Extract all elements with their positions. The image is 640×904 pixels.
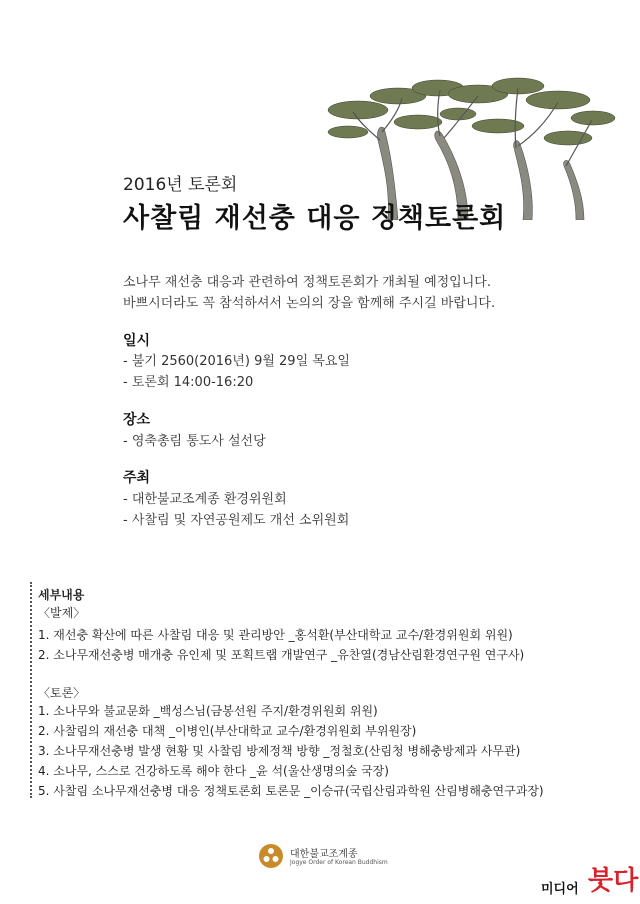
details-box — [30, 582, 620, 798]
intro-line: 바쁘시더라도 꼭 참석하셔서 논의의 장을 함께해 주시길 바랍니다. — [123, 296, 496, 311]
event-year-label: 2016년 토론회 — [123, 175, 238, 195]
org-name-english: Jogye Order of Korean Buddhism — [290, 859, 388, 866]
venue-item: - 영축총림 통도사 설선당 — [123, 434, 266, 449]
host-heading: 주최 — [123, 470, 151, 486]
presentation-label: 〈발제〉 — [38, 606, 86, 620]
presentation-item: 1. 재선충 확산에 따른 사찰림 대응 및 관리방안 _홍석환(부산대학교 교수/환경위원회 위원) — [38, 628, 513, 642]
presentation-item: 2. 소나무재선충병 매개충 유인제 및 포획트랩 개발연구 _유찬열(경남산림환경연구원 연구사) — [38, 648, 525, 662]
intro-line: 소나무 재선충 대응과 관련하여 정책토론회가 개최될 예정입니다. — [123, 275, 491, 290]
discussion-item: 4. 소나무, 스스로 건강하도록 해야 한다 _윤 석(울산생명의숲 국장) — [38, 764, 389, 778]
host-item: - 사찰림 및 자연공원제도 개선 소위원회 — [123, 513, 350, 528]
org-name-korean: 대한불교조계종 — [290, 849, 358, 860]
event-title: 사찰림 재선충 대응 정책토론회 — [123, 203, 507, 234]
discussion-item: 5. 사찰림 소나무재선충병 대응 정책토론회 토론문 _이승규(국립산림과학원 산림병해충연구과장) — [38, 784, 544, 798]
schedule-item: - 불기 2560(2016년) 9월 29일 목요일 — [123, 354, 350, 369]
media-logo-accent: 붓다 — [588, 866, 639, 896]
venue-heading: 장소 — [123, 412, 151, 428]
discussion-item: 2. 사찰림의 재선충 대책 _이병인(부산대학교 교수/환경위원회 부위원장) — [38, 724, 417, 738]
media-logo-text: 미디어 — [541, 882, 579, 897]
discussion-label: 〈토론〉 — [38, 686, 86, 700]
host-item: - 대한불교조계종 환경위원회 — [123, 492, 287, 507]
schedule-heading: 일시 — [123, 333, 151, 349]
jogye-order-logo-icon — [258, 843, 284, 869]
schedule-item: - 토론회 14:00-16:20 — [123, 375, 254, 390]
details-heading: 세부내용 — [38, 588, 85, 602]
discussion-item: 1. 소나무와 불교문화 _백성스님(금봉선원 주지/환경위원회 위원) — [38, 704, 378, 718]
discussion-item: 3. 소나무재선충병 발생 현황 및 사찰림 방제정책 방향 _정철호(산림청 병해충방제과 사무관) — [38, 744, 521, 758]
